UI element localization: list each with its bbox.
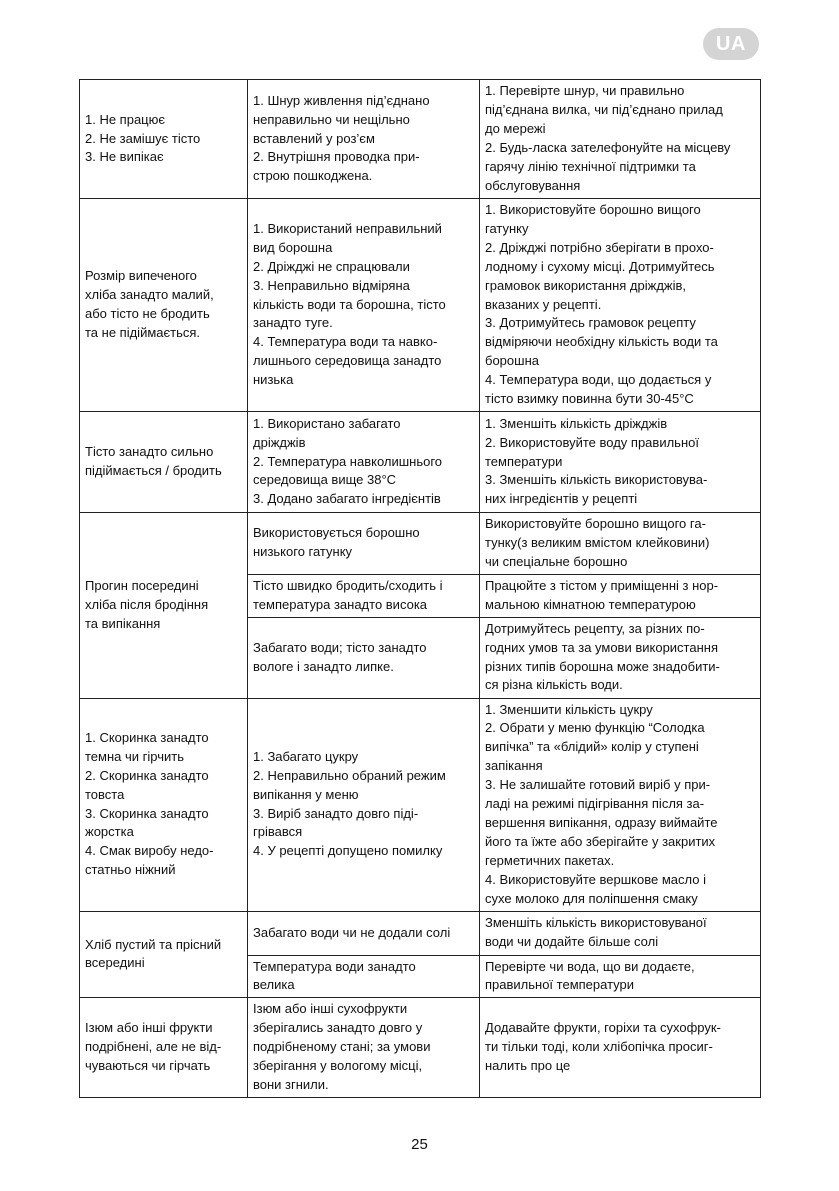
table-row <box>80 199 761 412</box>
troubleshooting-table <box>79 79 761 1098</box>
cause-cell: Температура води занадто велика <box>248 955 480 998</box>
table-row <box>80 698 761 911</box>
solution-cell: Дотримуйтесь рецепту, за різних по- годних умов та за умови використання різних типів борошна може знадобити- ся різна кількість води. <box>480 617 761 698</box>
problem-cell: 1. Скоринка занадто темна чи гірчить 2. Скоринка занадто товста 3. Скоринка занадто жорстка 4. Смак виробу недо- статньо ніжний <box>80 698 248 911</box>
problem-cell: Розмір випеченого хліба занадто малий, або тісто не бродить та не підіймається. <box>80 199 248 412</box>
cause-cell: 1. Використаний неправильний вид борошна 2. Дріжджі не спрацювали 3. Неправильно відміряна кількість води та борошна, тісто занадто туге. 4. Температура води та навко- лишнього середовища занадто низька <box>248 199 480 412</box>
solution-cell: Використовуйте борошно вищого га- тунку(з великим вмістом клейковини) чи спеціальне борошно <box>480 513 761 575</box>
cause-cell: Забагато води; тісто занадто вологе і занадто липке. <box>248 617 480 698</box>
table-row <box>80 911 761 955</box>
solution-cell: Перевірте чи вода, що ви додаєте, правильної температури <box>480 955 761 998</box>
solution-cell: Зменшіть кількість використовуваної води чи додайте більше солі <box>480 911 761 955</box>
solution-cell: Працюйте з тістом у приміщенні з нор- мальною кімнатною температурою <box>480 574 761 617</box>
cause-cell: 1. Шнур живлення під’єднано неправильно чи нещільно вставлений у роз’єм 2. Внутрішня проводка при- строю пошкоджена. <box>248 80 480 199</box>
page-number: 25 <box>411 1136 428 1153</box>
solution-cell: 1. Перевірте шнур, чи правильно під’єднана вилка, чи під’єднано прилад до мережі 2. Будь-ласка зателефонуйте на місцеву гарячу лінію технічної підтримки та обслуговування <box>480 80 761 199</box>
table-row <box>80 80 761 199</box>
problem-cell: 1. Не працює 2. Не замішує тісто 3. Не випікає <box>80 80 248 199</box>
table-row <box>80 513 761 575</box>
problem-cell: Ізюм або інші фрукти подрібнені, але не від- чуваються чи гірчать <box>80 998 248 1098</box>
solution-cell: 1. Використовуйте борошно вищого гатунку 2. Дріжджі потрібно зберігати в прохо- лодному і сухому місці. Дотримуйтесь грамовок використання дріжджів, вказаних у рецепті. 3. Дотримуйтесь грамовок рецепту відміряючи необхідну кількість води та борошна 4. Температура води, що додається у тісто взимку повинна бути 30-45°C <box>480 199 761 412</box>
cause-cell: 1. Використано забагато дріжджів 2. Температура навколишнього середовища вище 38°C 3. Додано забагато інгредієнтів <box>248 412 480 513</box>
solution-cell: Додавайте фрукти, горіхи та сухофрук- ти тільки тоді, коли хлібопічка просиг- налить про це <box>480 998 761 1098</box>
problem-cell: Хліб пустий та прісний всередині <box>80 911 248 998</box>
cause-cell: Забагато води чи не додали солі <box>248 911 480 955</box>
cause-cell: Ізюм або інші сухофрукти зберігались занадто довго у подрібненому стані; за умови зберігання у вологому місці, вони згнили. <box>248 998 480 1098</box>
cause-cell: Тісто швидко бродить/сходить і температура занадто висока <box>248 574 480 617</box>
cause-cell: 1. Забагато цукру 2. Неправильно обраний режим випікання у меню 3. Виріб занадто довго піді- грівався 4. У рецепті допущено помилку <box>248 698 480 911</box>
language-badge: UA <box>703 28 759 60</box>
solution-cell: 1. Зменшити кількість цукру 2. Обрати у меню функцію “Солодка випічка” та «блідий» колір у ступені запікання 3. Не залишайте готовий виріб у при- ладі на режимі підігрівання після за- вершення випікання, одразу виймайте його та їжте або зберігайте у закритих герметичних пакетах. 4. Використовуйте вершкове масло і сухе молоко для поліпшення смаку <box>480 698 761 911</box>
table-row <box>80 412 761 513</box>
problem-cell: Тісто занадто сильно підіймається / бродить <box>80 412 248 513</box>
cause-cell: Використовується борошно низького гатунку <box>248 513 480 575</box>
solution-cell: 1. Зменшіть кількість дріжджів 2. Використовуйте воду правильної температури 3. Зменшіть кількість використовува- них інгредієнтів у рецепті <box>480 412 761 513</box>
problem-cell: Прогин посередині хліба після бродіння та випікання <box>80 513 248 699</box>
table-row <box>80 998 761 1098</box>
